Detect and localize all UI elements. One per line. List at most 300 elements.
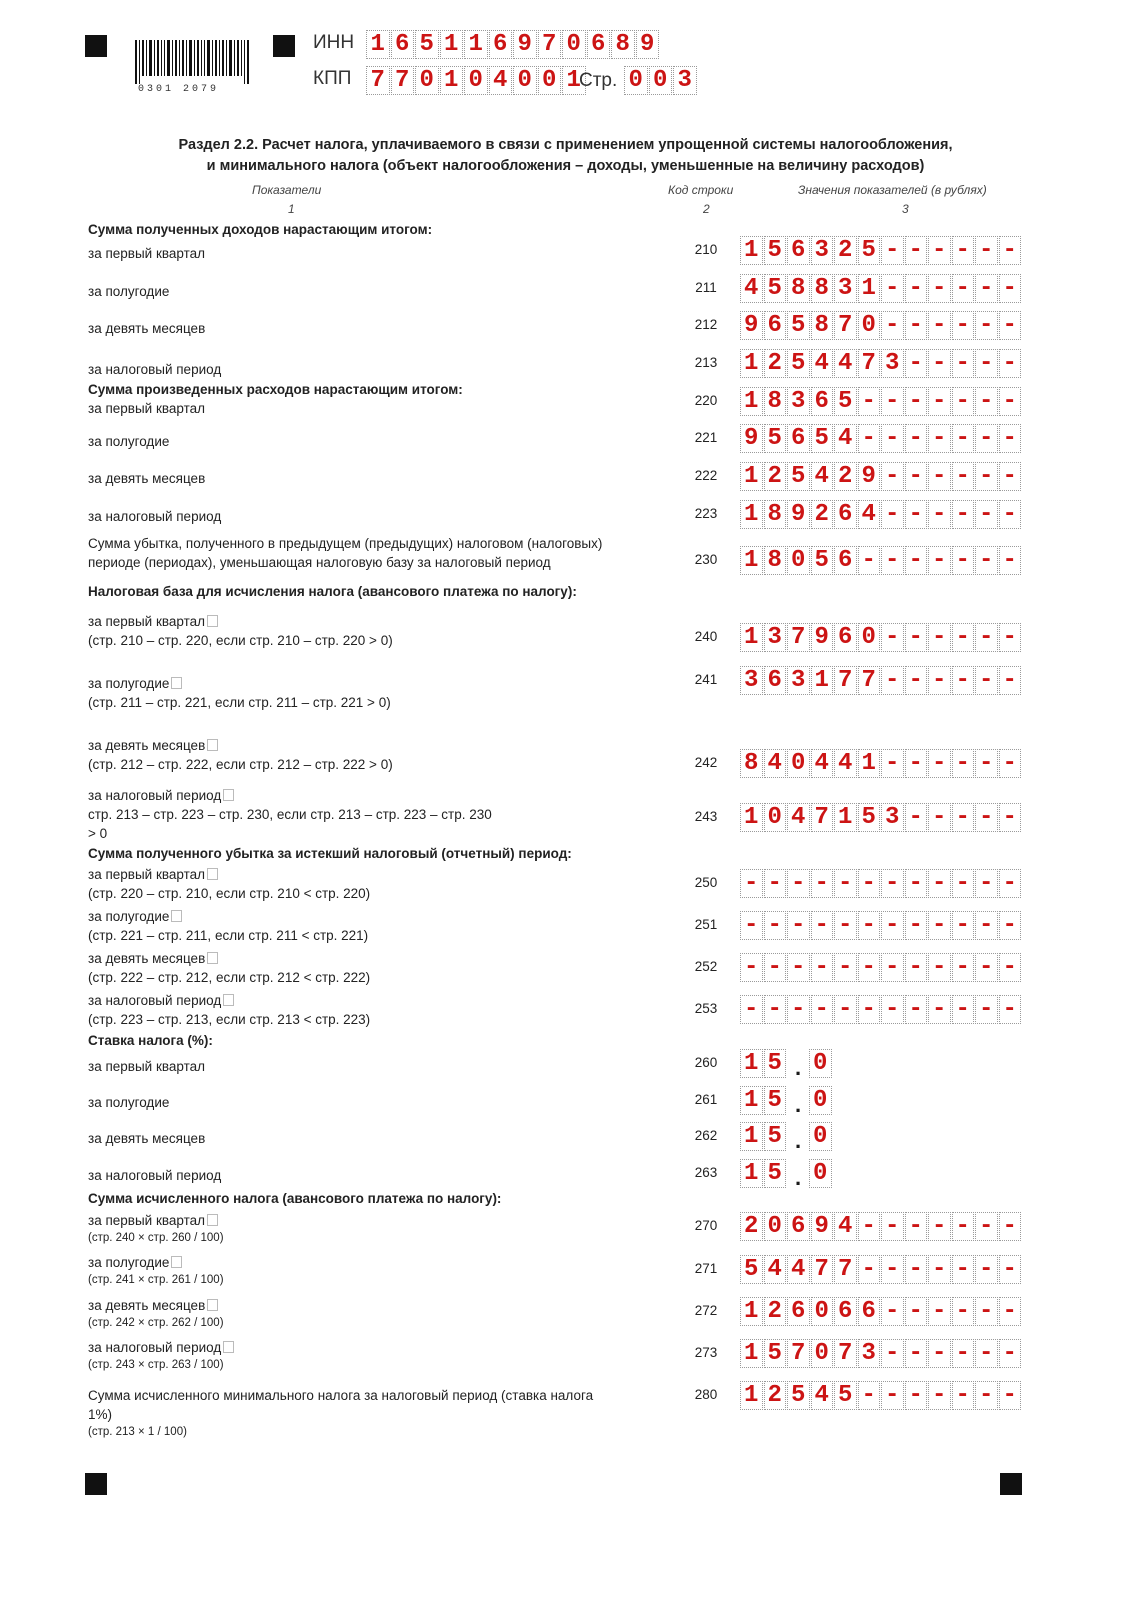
- value-digit-cell: -: [999, 953, 1022, 982]
- value-digit-cell: 7: [787, 623, 810, 652]
- kpp-digit-cell: 7: [391, 66, 415, 95]
- value-digit-cell: 1: [740, 462, 763, 491]
- value-field-212[interactable]: [740, 311, 1022, 340]
- value-digit-cell: -: [905, 666, 928, 695]
- decimal-point: .: [794, 1092, 802, 1117]
- row-label-formula: 1%): [88, 1407, 113, 1422]
- kpp-digit-cell: 1: [440, 66, 464, 95]
- inn-field: [366, 30, 660, 59]
- value-digit-cell: -: [975, 1297, 998, 1326]
- row-label-text: за первый квартал: [88, 1059, 206, 1074]
- value-digit-cell: 8: [764, 387, 787, 416]
- row-label-240: [88, 612, 393, 650]
- value-digit-cell: -: [787, 869, 810, 898]
- row-code-212: 212: [694, 317, 718, 332]
- row-label-253: [88, 991, 370, 1029]
- column-number-1: 1: [288, 202, 295, 216]
- value-field-273[interactable]: [740, 1339, 1022, 1368]
- value-digit-cell: -: [764, 911, 787, 940]
- value-digit-cell: -: [905, 911, 928, 940]
- value-digit-cell: -: [975, 666, 998, 695]
- registration-marker-top-left: [85, 35, 107, 57]
- value-digit-cell: 6: [787, 1297, 810, 1326]
- row-label-text: Сумма исчисленного минимального налога за налоговый период (ставка налога: [88, 1388, 594, 1403]
- row-label-text: за первый квартал: [88, 865, 370, 884]
- value-digit-cell: -: [975, 953, 998, 982]
- column-header-values: Значения показателей (в рублях): [798, 183, 987, 197]
- row-label-222: [88, 469, 205, 488]
- value-field-222[interactable]: [740, 462, 1022, 491]
- value-digit-cell: -: [952, 803, 975, 832]
- row-code-262: 262: [694, 1128, 718, 1143]
- value-digit-cell: 2: [834, 236, 857, 265]
- value-digit-cell: -: [905, 311, 928, 340]
- value-digit-cell: -: [787, 911, 810, 940]
- value-digit-cell: 0: [787, 546, 810, 575]
- value-digit-cell: -: [952, 995, 975, 1024]
- row-label-text: за полугодие: [88, 907, 368, 926]
- value-digit-cell: 4: [811, 349, 834, 378]
- rate-digit-cell: 5: [764, 1122, 787, 1151]
- value-digit-cell: 9: [740, 424, 763, 453]
- value-digit-cell: 5: [787, 1381, 810, 1410]
- value-digit-cell: 7: [834, 311, 857, 340]
- value-digit-cell: -: [952, 911, 975, 940]
- value-digit-cell: -: [905, 995, 928, 1024]
- value-digit-cell: 5: [811, 424, 834, 453]
- inn-digit-cell: 6: [489, 30, 513, 59]
- row-label-text: за налоговый период: [88, 1168, 222, 1183]
- row-label-text: Сумма убытка, полученного в предыдущем (предыдущих) налоговом (налоговых): [88, 536, 603, 551]
- value-digit-cell: -: [975, 1381, 998, 1410]
- value-digit-cell: 3: [787, 387, 810, 416]
- value-digit-cell: -: [999, 1381, 1022, 1410]
- decimal-point: .: [794, 1165, 802, 1190]
- row-label-formula: (стр. 241 × стр. 261 / 100): [88, 1274, 224, 1286]
- value-digit-cell: 5: [740, 1255, 763, 1284]
- value-digit-cell: -: [999, 666, 1022, 695]
- value-digit-cell: -: [975, 911, 998, 940]
- rate-digit-cell: 0: [809, 1086, 832, 1115]
- checkbox-glyph-icon: [207, 615, 218, 627]
- value-digit-cell: 5: [764, 274, 787, 303]
- value-digit-cell: 5: [858, 803, 881, 832]
- value-field-252[interactable]: [740, 953, 1022, 982]
- row-label-242: [88, 736, 393, 774]
- inn-digit-cell: 1: [464, 30, 488, 59]
- value-digit-cell: -: [928, 911, 951, 940]
- value-digit-cell: 7: [787, 1339, 810, 1368]
- value-digit-cell: -: [928, 462, 951, 491]
- value-digit-cell: -: [952, 1339, 975, 1368]
- value-digit-cell: 4: [834, 749, 857, 778]
- rate-digit-cell: 1: [740, 1086, 763, 1115]
- value-digit-cell: -: [881, 424, 904, 453]
- page-digit-cell: 3: [673, 66, 697, 95]
- row-label-250: [88, 865, 370, 903]
- value-digit-cell: 5: [834, 387, 857, 416]
- value-digit-cell: -: [999, 1297, 1022, 1326]
- value-digit-cell: 8: [811, 311, 834, 340]
- row-label-text: за первый квартал: [88, 1211, 224, 1230]
- value-digit-cell: 1: [811, 666, 834, 695]
- value-digit-cell: -: [858, 387, 881, 416]
- row-label-formula: (стр. 210 – стр. 220, если стр. 210 – стр. 220 > 0): [88, 633, 393, 648]
- value-digit-cell: -: [928, 1381, 951, 1410]
- value-digit-cell: 3: [740, 666, 763, 695]
- checkbox-glyph-icon: [207, 952, 218, 964]
- value-digit-cell: -: [881, 1339, 904, 1368]
- row-label-formula-2: (стр. 213 × 1 / 100): [88, 1426, 187, 1438]
- value-digit-cell: -: [905, 274, 928, 303]
- value-digit-cell: -: [905, 349, 928, 378]
- value-digit-cell: -: [928, 995, 951, 1024]
- value-digit-cell: -: [975, 995, 998, 1024]
- value-digit-cell: -: [952, 236, 975, 265]
- inn-digit-cell: 9: [513, 30, 537, 59]
- row-label-formula: (стр. 220 – стр. 210, если стр. 210 < стр. 220): [88, 886, 371, 901]
- value-digit-cell: -: [975, 349, 998, 378]
- value-digit-cell: 6: [811, 387, 834, 416]
- row-code-280: 280: [694, 1387, 718, 1402]
- value-digit-cell: -: [928, 1212, 951, 1241]
- row-label-273: [88, 1338, 234, 1373]
- value-digit-cell: -: [881, 995, 904, 1024]
- value-digit-cell: 4: [764, 749, 787, 778]
- value-digit-cell: -: [834, 911, 857, 940]
- value-digit-cell: -: [928, 869, 951, 898]
- value-digit-cell: 4: [811, 749, 834, 778]
- value-digit-cell: -: [905, 462, 928, 491]
- inn-digit-cell: 6: [587, 30, 611, 59]
- row-code-211: 211: [695, 280, 717, 295]
- value-digit-cell: 6: [787, 236, 810, 265]
- value-digit-cell: 2: [740, 1212, 763, 1241]
- value-digit-cell: 6: [834, 500, 857, 529]
- value-digit-cell: 5: [764, 1339, 787, 1368]
- value-digit-cell: -: [975, 749, 998, 778]
- value-digit-cell: 7: [811, 803, 834, 832]
- value-digit-cell: -: [881, 666, 904, 695]
- value-field-230[interactable]: [740, 546, 1022, 575]
- row-label-280: [88, 1386, 593, 1440]
- row-label-260: [88, 1057, 205, 1076]
- row-label-text: за первый квартал: [88, 612, 393, 631]
- value-field-213[interactable]: [740, 349, 1022, 378]
- value-digit-cell: -: [858, 424, 881, 453]
- value-digit-cell: -: [999, 623, 1022, 652]
- registration-marker-bottom-right: [1000, 1473, 1022, 1495]
- value-digit-cell: 5: [811, 546, 834, 575]
- page-digit-cell: 0: [649, 66, 673, 95]
- value-digit-cell: 8: [811, 274, 834, 303]
- column-number-3: 3: [902, 202, 909, 216]
- inn-digit-cell: 0: [562, 30, 586, 59]
- kpp-digit-cell: 0: [513, 66, 537, 95]
- value-digit-cell: 4: [787, 803, 810, 832]
- checkbox-glyph-icon: [171, 677, 182, 689]
- value-digit-cell: -: [975, 274, 998, 303]
- value-digit-cell: -: [881, 1212, 904, 1241]
- checkbox-glyph-icon: [207, 868, 218, 880]
- value-digit-cell: -: [999, 462, 1022, 491]
- value-digit-cell: 6: [858, 1297, 881, 1326]
- value-digit-cell: -: [952, 1212, 975, 1241]
- row-label-211: [88, 282, 169, 301]
- rate-digit-cell: 5: [764, 1159, 787, 1188]
- value-digit-cell: -: [999, 749, 1022, 778]
- value-digit-cell: -: [881, 869, 904, 898]
- value-digit-cell: 6: [834, 546, 857, 575]
- value-digit-cell: -: [975, 1212, 998, 1241]
- value-digit-cell: -: [999, 1212, 1022, 1241]
- kpp-digit-cell: 7: [366, 66, 390, 95]
- barcode-image: [135, 40, 249, 84]
- row-code-213: 213: [694, 355, 718, 370]
- value-digit-cell: -: [999, 387, 1022, 416]
- rate-field-262[interactable]: [740, 1122, 833, 1151]
- value-field-270[interactable]: [740, 1212, 1022, 1241]
- value-digit-cell: -: [999, 424, 1022, 453]
- value-field-251[interactable]: [740, 911, 1022, 940]
- value-digit-cell: 7: [858, 666, 881, 695]
- value-digit-cell: -: [928, 1297, 951, 1326]
- value-digit-cell: -: [928, 274, 951, 303]
- row-label-text: за налоговый период: [88, 1338, 234, 1357]
- value-digit-cell: 5: [787, 462, 810, 491]
- row-label-text: за полугодие: [88, 434, 170, 449]
- value-digit-cell: -: [999, 911, 1022, 940]
- value-digit-cell: 9: [787, 500, 810, 529]
- value-digit-cell: 4: [834, 349, 857, 378]
- value-digit-cell: -: [881, 500, 904, 529]
- page-digit-cell: 0: [624, 66, 648, 95]
- value-digit-cell: -: [999, 1255, 1022, 1284]
- row-label-263: [88, 1166, 221, 1185]
- value-digit-cell: -: [928, 623, 951, 652]
- row-label-formula: периоде (периодах), уменьшающая налоговую базу за налоговый период: [88, 555, 551, 570]
- row-label-formula: (стр. 242 × стр. 262 / 100): [88, 1317, 224, 1329]
- row-code-272: 272: [694, 1303, 718, 1318]
- value-digit-cell: -: [881, 749, 904, 778]
- value-digit-cell: 6: [834, 1297, 857, 1326]
- value-field-272[interactable]: [740, 1297, 1022, 1326]
- value-field-210[interactable]: [740, 236, 1022, 265]
- rate-field-261[interactable]: [740, 1086, 833, 1115]
- value-digit-cell: -: [858, 869, 881, 898]
- row-label-formula: (стр. 243 × стр. 263 / 100): [88, 1359, 224, 1371]
- value-digit-cell: -: [905, 1255, 928, 1284]
- value-field-280[interactable]: [740, 1381, 1022, 1410]
- value-digit-cell: -: [975, 1255, 998, 1284]
- value-digit-cell: -: [905, 424, 928, 453]
- rate-digit-cell: 5: [764, 1049, 787, 1078]
- value-digit-cell: -: [905, 1339, 928, 1368]
- value-digit-cell: -: [975, 546, 998, 575]
- value-field-243[interactable]: [740, 803, 1022, 832]
- value-digit-cell: -: [999, 311, 1022, 340]
- row-code-230: 230: [694, 552, 718, 567]
- value-digit-cell: -: [905, 749, 928, 778]
- value-digit-cell: -: [975, 500, 998, 529]
- row-label-formula: стр. 213 – стр. 223 – стр. 230, если стр. 213 – стр. 223 – стр. 230: [88, 807, 492, 822]
- kpp-digit-cell: 0: [464, 66, 488, 95]
- value-digit-cell: -: [928, 666, 951, 695]
- value-digit-cell: 7: [834, 1339, 857, 1368]
- row-label-270: [88, 1211, 224, 1246]
- kpp-field: [366, 66, 587, 95]
- value-digit-cell: -: [928, 953, 951, 982]
- checkbox-glyph-icon: [223, 994, 234, 1006]
- value-digit-cell: -: [999, 349, 1022, 378]
- value-digit-cell: -: [999, 1339, 1022, 1368]
- kpp-digit-cell: 0: [538, 66, 562, 95]
- value-digit-cell: 8: [787, 274, 810, 303]
- rate-digit-cell: 5: [764, 1086, 787, 1115]
- value-digit-cell: 0: [787, 749, 810, 778]
- row-label-261: [88, 1093, 169, 1112]
- value-digit-cell: -: [740, 911, 763, 940]
- row-label-221: [88, 432, 169, 451]
- value-digit-cell: -: [928, 236, 951, 265]
- column-header-indicators: Показатели: [252, 183, 322, 197]
- row-code-271: 271: [694, 1261, 718, 1276]
- value-digit-cell: -: [952, 623, 975, 652]
- row-label-213: [88, 360, 221, 379]
- value-digit-cell: -: [975, 462, 998, 491]
- value-digit-cell: 0: [811, 1339, 834, 1368]
- rate-field-263[interactable]: [740, 1159, 833, 1188]
- value-digit-cell: 1: [858, 749, 881, 778]
- value-digit-cell: -: [975, 236, 998, 265]
- value-digit-cell: 3: [764, 623, 787, 652]
- value-digit-cell: 2: [811, 500, 834, 529]
- rate-field-260[interactable]: [740, 1049, 833, 1078]
- row-label-text: за налоговый период: [88, 509, 222, 524]
- value-digit-cell: 6: [787, 424, 810, 453]
- row-code-240: 240: [694, 629, 718, 644]
- checkbox-glyph-icon: [171, 1256, 182, 1268]
- checkbox-glyph-icon: [223, 789, 234, 801]
- value-field-271[interactable]: [740, 1255, 1022, 1284]
- value-digit-cell: 9: [811, 623, 834, 652]
- value-digit-cell: -: [905, 546, 928, 575]
- value-digit-cell: 3: [787, 666, 810, 695]
- kpp-digit-cell: 0: [415, 66, 439, 95]
- row-code-250: 250: [694, 875, 718, 890]
- value-digit-cell: 6: [787, 1212, 810, 1241]
- value-digit-cell: 4: [740, 274, 763, 303]
- value-field-240[interactable]: [740, 623, 1022, 652]
- value-digit-cell: -: [881, 1255, 904, 1284]
- inn-digit-cell: 7: [538, 30, 562, 59]
- row-label-text: за полугодие: [88, 1253, 224, 1272]
- value-digit-cell: -: [905, 500, 928, 529]
- inn-digit-cell: 5: [415, 30, 439, 59]
- value-digit-cell: 7: [834, 1255, 857, 1284]
- row-label-text: за девять месяцев: [88, 471, 206, 486]
- row-label-text: за налоговый период: [88, 362, 222, 377]
- row-label-text: за первый квартал: [88, 401, 206, 416]
- value-digit-cell: -: [928, 803, 951, 832]
- value-digit-cell: -: [905, 236, 928, 265]
- checkbox-glyph-icon: [223, 1341, 234, 1353]
- value-digit-cell: -: [834, 953, 857, 982]
- row-code-260: 260: [694, 1055, 718, 1070]
- value-digit-cell: -: [928, 349, 951, 378]
- value-field-242[interactable]: [740, 749, 1022, 778]
- value-digit-cell: -: [740, 953, 763, 982]
- value-field-253[interactable]: [740, 995, 1022, 1024]
- value-digit-cell: -: [764, 953, 787, 982]
- value-digit-cell: -: [905, 387, 928, 416]
- value-digit-cell: 4: [764, 1255, 787, 1284]
- value-field-250[interactable]: [740, 869, 1022, 898]
- value-digit-cell: 7: [811, 1255, 834, 1284]
- value-digit-cell: 4: [787, 1255, 810, 1284]
- row-label-271: [88, 1253, 224, 1288]
- value-digit-cell: -: [858, 911, 881, 940]
- row-code-210: 210: [694, 242, 718, 257]
- value-digit-cell: -: [811, 911, 834, 940]
- value-digit-cell: -: [905, 1212, 928, 1241]
- row-label-formula: (стр. 212 – стр. 222, если стр. 212 – стр. 222 > 0): [88, 757, 393, 772]
- value-field-223[interactable]: [740, 500, 1022, 529]
- value-digit-cell: -: [881, 274, 904, 303]
- row-code-220: 220: [694, 393, 718, 408]
- row-code-253: 253: [694, 1001, 718, 1016]
- value-digit-cell: -: [834, 995, 857, 1024]
- kpp-label: КПП: [313, 68, 352, 89]
- row-label-text: за девять месяцев: [88, 949, 370, 968]
- value-digit-cell: -: [952, 311, 975, 340]
- value-digit-cell: 3: [881, 349, 904, 378]
- row-label-text: за налоговый период: [88, 786, 492, 805]
- value-digit-cell: 6: [834, 623, 857, 652]
- rate-digit-cell: 0: [809, 1049, 832, 1078]
- value-digit-cell: 9: [858, 462, 881, 491]
- value-digit-cell: 1: [740, 1297, 763, 1326]
- value-digit-cell: 4: [834, 424, 857, 453]
- value-field-241[interactable]: [740, 666, 1022, 695]
- value-field-211[interactable]: [740, 274, 1022, 303]
- row-label-formula: (стр. 240 × стр. 260 / 100): [88, 1232, 224, 1244]
- row-label-formula: (стр. 222 – стр. 212, если стр. 212 < стр. 222): [88, 970, 371, 985]
- value-digit-cell: 1: [740, 623, 763, 652]
- value-field-220[interactable]: [740, 387, 1022, 416]
- value-field-221[interactable]: [740, 424, 1022, 453]
- value-digit-cell: -: [881, 953, 904, 982]
- value-digit-cell: 5: [764, 424, 787, 453]
- value-digit-cell: -: [975, 387, 998, 416]
- row-label-272: [88, 1296, 224, 1331]
- row-label-text: за налоговый период: [88, 991, 370, 1010]
- rate-digit-cell: 0: [809, 1122, 832, 1151]
- value-digit-cell: -: [858, 995, 881, 1024]
- value-digit-cell: -: [858, 1381, 881, 1410]
- value-digit-cell: -: [928, 424, 951, 453]
- row-label-212: [88, 319, 205, 338]
- row-code-223: 223: [694, 506, 718, 521]
- value-digit-cell: 1: [740, 236, 763, 265]
- value-digit-cell: -: [952, 1255, 975, 1284]
- value-digit-cell: -: [881, 623, 904, 652]
- value-digit-cell: 2: [764, 349, 787, 378]
- column-header-code: Код строки: [668, 183, 734, 197]
- checkbox-glyph-icon: [171, 910, 182, 922]
- inn-digit-cell: 1: [440, 30, 464, 59]
- kpp-digit-cell: 4: [489, 66, 513, 95]
